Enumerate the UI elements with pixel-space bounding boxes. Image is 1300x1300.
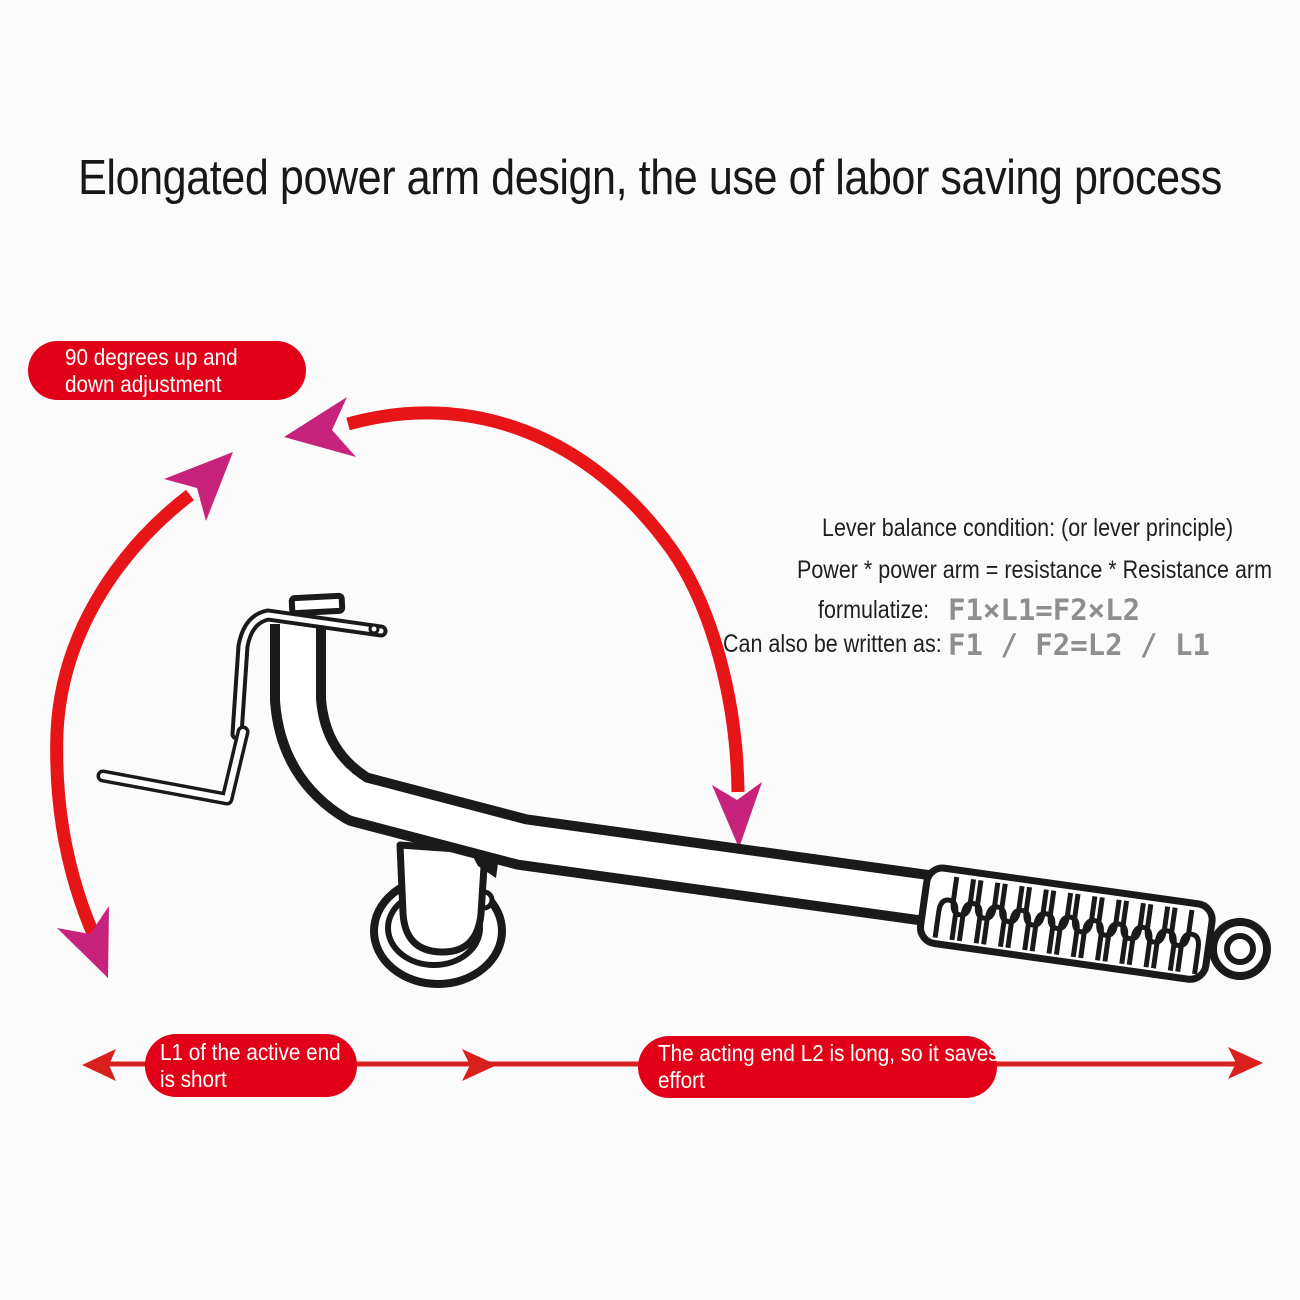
callout-l2-line1: The acting end L2 is long, so it saves: [658, 1040, 999, 1066]
callout-l1-line1: L1 of the active end: [160, 1039, 341, 1065]
adjustment-arc-left: [57, 452, 233, 978]
formulatize-label: formulatize:: [818, 596, 930, 624]
callout-adjustment-line2: down adjustment: [65, 370, 222, 397]
callout-l2-line2: effort: [658, 1066, 705, 1093]
grip-handle: [918, 866, 1214, 981]
callout-l1-line2: is short: [160, 1065, 227, 1092]
formula-f1l1-f2l2: F1×L1=F2×L2: [948, 593, 1141, 627]
principle-equation-words: Power * power arm = resistance * Resistance arm: [797, 556, 1272, 584]
lifting-foot: [103, 732, 243, 799]
page-title: Elongated power arm design, the use of labor saving process: [78, 151, 1222, 205]
principle-condition: Lever balance condition: (or lever principle): [822, 514, 1234, 542]
callout-l1-short: [145, 1034, 357, 1097]
top-cap: [292, 596, 343, 614]
callout-adjustment: [28, 341, 306, 400]
hanging-ring: [1213, 922, 1267, 976]
formula-ratio: F1 / F2=L2 / L1: [948, 628, 1210, 662]
callout-l2-long: [638, 1036, 997, 1098]
lever-arm: [298, 624, 934, 899]
arrowhead-left-icon: [284, 397, 356, 457]
callout-adjustment-line1: 90 degrees up and: [65, 344, 238, 370]
written-as-label: Can also be written as:: [723, 630, 942, 658]
strap-end-hole: [370, 625, 378, 633]
